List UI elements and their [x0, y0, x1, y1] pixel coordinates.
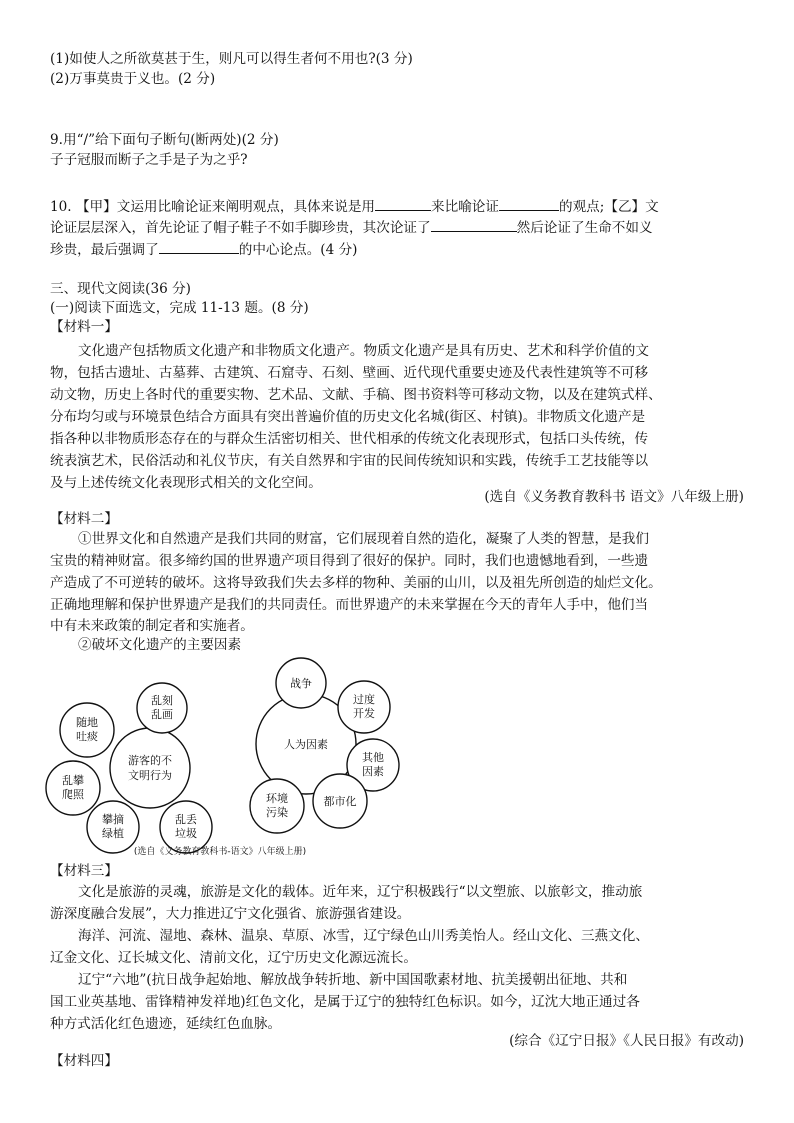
material-1-line: 指各种以非物质形态存在的与群众生活密切相关、世代相承的传统文化表现形式，包括口头传统，传	[50, 431, 649, 447]
q10-line-3	[50, 240, 357, 259]
diagram-label: 污染	[266, 806, 288, 819]
diagram-label: 绿植	[102, 827, 124, 840]
material-3-line: 文化是旅游的灵魂，旅游是文化的载体。近年来，辽宁积极践行“以文塑旅、以旅彰文，推动旅	[78, 884, 643, 900]
material-4-heading: 【材料四】	[50, 1053, 118, 1069]
material-3-heading: 【材料三】	[50, 863, 118, 879]
q10-blank-1[interactable]	[375, 197, 431, 211]
diagram-label: 乱刻	[151, 694, 173, 707]
diagram-label: 都市化	[323, 795, 357, 808]
material-2-heading: 【材料二】	[50, 511, 118, 527]
q8-item-1: (1)如使人之所欲莫甚于生，则凡可以得生者何不用也?(3 分)	[50, 51, 413, 67]
diagram-label: 垃圾	[175, 827, 197, 840]
diagram-label: 游客的不	[128, 754, 172, 767]
section-title: 三、现代文阅读(36 分)	[50, 281, 191, 297]
q10-text: 然后论证了生命不如义	[516, 220, 653, 236]
diagram-label: 因素	[362, 765, 384, 778]
q10-blank-4[interactable]	[159, 240, 239, 254]
material-1-heading: 【材料一】	[50, 319, 118, 335]
q10-blank-2[interactable]	[499, 197, 559, 211]
material-1-line: 统表演艺术，民俗活动和礼仪节庆，有关自然界和宇宙的民间传统知识和实践，传统手工艺技能等以	[50, 453, 649, 469]
diagram-label: 文明行为	[128, 769, 172, 782]
diagram-label: 战争	[290, 677, 312, 690]
material-3-line: 辽宁“六地”(抗日战争起始地、解放战争转折地、新中国国歌素材地、抗美援朝出征地、共和	[78, 972, 628, 988]
q10-text: 的中心论点。(4 分)	[238, 242, 358, 258]
diagram-label: 吐痰	[76, 730, 98, 743]
q8-item-2: (2)万事莫贵于义也。(2 分)	[50, 71, 216, 87]
diagram-label: 开发	[353, 707, 375, 720]
diagram-label: 环境	[266, 792, 288, 805]
q10-line-1	[50, 197, 659, 216]
diagram-label: 人为因素	[284, 738, 328, 751]
material-3-line: 海洋、河流、湿地、森林、温泉、草原、冰雪，辽宁绿色山川秀美怡人。经山文化、三燕文化、	[78, 928, 649, 944]
material-2-line: 产造成了不可逆转的破坏。这将导致我们失去多样的物种、美丽的山川，以及祖先所创造的灿烂文化。	[50, 575, 662, 591]
material-2-point-2: ②破坏文化遗产的主要因素	[78, 637, 242, 653]
q10-text: 来比喻论证	[431, 199, 499, 215]
material-1-line: 文化遗产包括物质文化遗产和非物质文化遗产。物质文化遗产是具有历史、艺术和科学价值的文	[78, 343, 649, 359]
material-2-line: 中有未来政策的制定者和实施者。	[50, 618, 254, 634]
q10-blank-3[interactable]	[431, 218, 517, 232]
damage-factors-diagram	[40, 655, 470, 865]
q10-text: 10. 【甲】文运用比喻论证来阐明观点，具体来说是用	[50, 199, 376, 215]
diagram-label: 乱丢	[175, 813, 197, 826]
material-1-source: (选自《义务教育教科书 语文》八年级上册)	[484, 489, 744, 505]
diagram-label: 攀摘	[102, 813, 124, 826]
q10-text: 论证层层深入，首先论证了帽子鞋子不如手脚珍贵，其次论证了	[50, 220, 431, 236]
material-1-line: 及与上述传统文化表现形式相关的文化空间。	[50, 475, 322, 491]
q10-line-2	[50, 218, 653, 237]
q10-text: 珍贵，最后强调了	[50, 242, 159, 258]
q9-prompt: 9.用“/”给下面句子断句(断两处)(2 分)	[50, 132, 279, 148]
material-1-line: 分布均匀或与环境景色结合方面具有突出普遍价值的历史文化名城(街区、村镇)。非物质文化遗产是	[50, 409, 646, 425]
diagram-label: 爬照	[62, 788, 84, 801]
diagram-label: 乱攀	[62, 774, 84, 787]
material-1-line: 物，包括古遗址、古墓葬、古建筑、石窟寺、石刻、壁画、近代现代重要史迹及代表性建筑等不可移	[50, 365, 649, 381]
material-1-line: 动文物，历史上各时代的重要实物、艺术品、文献、手稿、图书资料等可移动文物，以及在建筑式样、	[50, 387, 662, 403]
q9-sentence: 子子冠服而断子之手是子为之乎?	[50, 152, 248, 168]
material-3-source: (综合《辽宁日报》《人民日报》有改动)	[509, 1033, 744, 1049]
material-2-line: 宝贵的精神财富。很多缔约国的世界遗产项目得到了很好的保护。同时，我们也遗憾地看到，一些遗	[50, 553, 649, 569]
section-subtitle: (一)阅读下面选文，完成 11-13 题。(8 分)	[50, 300, 309, 316]
material-3-line: 种方式活化红色遗迹，延续红色血脉。	[50, 1016, 282, 1032]
diagram-caption: (选自《义务教育教科书-语文》八年级上册)	[133, 847, 307, 857]
material-3-line: 游深度融合发展”，大力推进辽宁文化强省、旅游强省建设。	[50, 906, 411, 922]
diagram-label: 过度	[353, 693, 375, 706]
diagram-label: 其他	[362, 751, 384, 764]
material-2-line: ①世界文化和自然遗产是我们共同的财富，它们展现着自然的造化，凝聚了人类的智慧，是我们	[78, 531, 649, 547]
diagram-label: 随地	[76, 716, 98, 729]
q10-text: 的观点;【乙】文	[558, 199, 659, 215]
material-2-line: 正确地理解和保护世界遗产是我们的共同责任。而世界遗产的未来掌握在今天的青年人手中，他们当	[50, 597, 649, 613]
left-center-circle	[110, 728, 190, 808]
diagram-label: 乱画	[151, 708, 173, 721]
material-3-line: 国工业英基地、雷锋精神发祥地)红色文化，是属于辽宁的独特红色标识。如今，辽沈大地正通过各	[50, 994, 640, 1010]
material-3-line: 辽金文化、辽长城文化、清前文化，辽宁历史文化源远流长。	[50, 950, 418, 966]
